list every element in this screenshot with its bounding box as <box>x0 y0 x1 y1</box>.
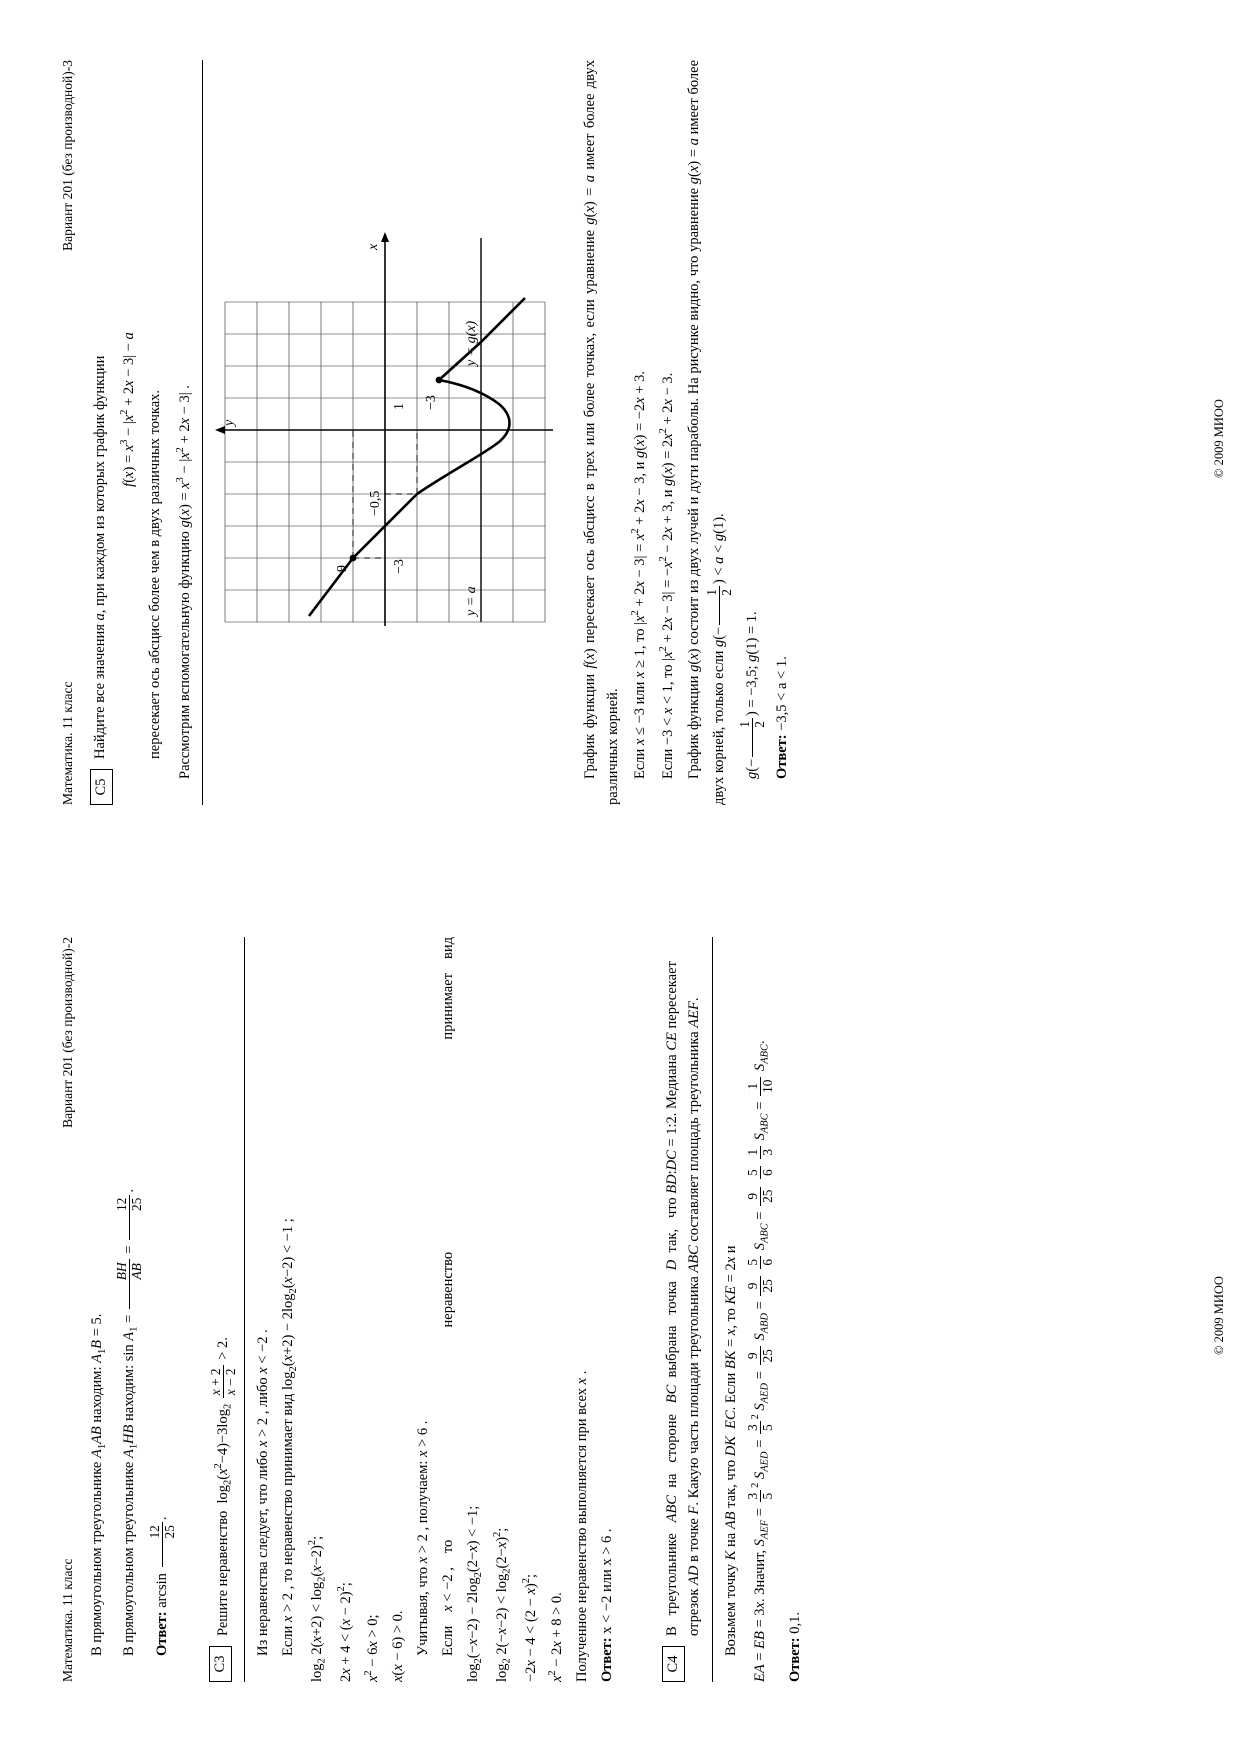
tick-label-minus3-x: −3 <box>392 559 408 575</box>
c5-line-4: График функции g(x) состоит из двух лучей и дуги параболы. На рисунке видно, что уравнение g(x) = a имеет более двух корней, только если g(− 1 2 ) < a < g(1). <box>685 60 735 805</box>
point-marker-b <box>436 377 443 384</box>
tick-label-9: 9 <box>335 565 351 573</box>
footer-left: © 2009 МИОО <box>1212 1276 1226 1355</box>
c3-line-9: $\log_2(-x-2) - 2\log_2(2-x) < -1$; <box>464 1505 484 1682</box>
task-c5-formula: $f(x) = x^3 - |x^2 + 2x - 3| - a$ <box>118 332 137 487</box>
graph-axes <box>215 233 553 627</box>
task-c5-solution <box>579 60 793 805</box>
intro-line-2: В прямоугольном треугольнике $A_1HB$ находим: $\sin A_1$ = BH AB = 12 25 . <box>114 1189 145 1656</box>
header-subject: Математика. 11 класс <box>60 1558 75 1682</box>
c3-line-7: Учитывая, что x > 2 , получаем: x > 6 . <box>414 1420 431 1656</box>
answer-label-intro: Ответ: <box>153 1611 170 1656</box>
c5-line-5: g(− 1 2 ) = −3,5; g(1) = 1. <box>737 611 768 779</box>
divider-c3 <box>244 937 245 1682</box>
task-title-c3: Решите неравенство $\log_2(x^2-4)-3\log_2$ x + 2 x − 2 > 2. <box>208 1337 239 1636</box>
tick-label-1: 1 <box>392 403 408 411</box>
intro-line-1: В прямоугольном треугольнике $A_1AB$ находим: $A_1B = 5$. <box>89 1313 108 1656</box>
page-left-intro <box>86 937 177 1682</box>
header-variant: Вариант 201 (без производной)-2 <box>60 937 75 1128</box>
task-number-c3: C3 <box>209 1646 232 1682</box>
c3-line-11: $-2x - 4 < (2 - x)^2$; <box>520 1573 539 1682</box>
task-number-c5: C5 <box>90 769 113 805</box>
task-c5-consider <box>173 60 196 805</box>
curve-ray-right <box>439 299 525 381</box>
answer-value-c4: 0,1. <box>786 1612 803 1634</box>
c3-line-4: $2x + 4 < (x - 2)^2$; <box>335 1582 354 1682</box>
c3-line-2: Если x > 2 , то неравенство принимает вид $\log_2(x+2) - 2\log_2(x-2) < -1$ ; <box>280 1218 299 1656</box>
c3-line-8: Если x < −2 , то неравенство принимает вид <box>439 937 456 1656</box>
page-left <box>0 877 1239 1754</box>
c4-answer <box>785 937 806 1682</box>
c3-line-3: $\log_2 2(x+2) < \log_2(x-2)^2$; <box>307 1535 328 1682</box>
label-y-equals-gx: y = g(x) <box>464 321 480 367</box>
page-left-header <box>60 937 76 1682</box>
task-c3-solution <box>253 937 618 1682</box>
c4-line-1: Возьмем точку K на AB так, что DK EC. Если BK = x, то KE = 2x и <box>722 1245 739 1656</box>
task-title-c5: Найдите все значения a, при каждом из которых график функции $f(x) = x^3 - |x^2 + 2x - 3| - a$ пересекает ось абсцисс более чем в двух различных точках. <box>90 60 167 759</box>
divider-c5 <box>202 60 203 805</box>
task-number-c4: C4 <box>662 1646 685 1682</box>
tick-label-minus3-y: −3 <box>424 395 440 411</box>
answer-value-c3: x < −2 или x > 6 . <box>599 1528 616 1634</box>
c5-consider-line: Рассмотрим вспомогательную функцию $g(x) = x^3 - |x^2 + 2x - 3|$ . <box>175 385 193 779</box>
c3-answer <box>597 937 618 1682</box>
c3-line-10: $\log_2 2(-x-2) < \log_2(2-x)^2$; <box>491 1527 513 1682</box>
answer-value-c5: −3,5 < a < 1. <box>774 656 791 731</box>
c3-line-6: x(x − 6) > 0. <box>389 1610 406 1682</box>
header-variant-right: Вариант 201 (без производной)-3 <box>60 60 75 251</box>
c3-line-13: Полученное неравенство выполняется при всех x . <box>574 1370 591 1682</box>
tick-label-minus05: −0,5 <box>368 491 384 517</box>
answer-label-c3: Ответ: <box>599 1637 616 1682</box>
c3-line-1: Из неравенства следует, что либо x > 2 , либо x < −2 . <box>255 1329 272 1656</box>
footer-right: © 2009 МИОО <box>1212 399 1226 478</box>
page-right-header <box>60 60 76 805</box>
c3-line-5: $x^2 - 6x > 0$; <box>362 1614 381 1682</box>
curve-ray-left <box>309 495 417 617</box>
axis-label-y: y <box>222 420 238 427</box>
c5-line-3: Если −3 < x < 1, то $|x^2 + 2x - 3| = -x^2 - 2x + 3$, и $g(x) = 2x^2 + 2x - 3$. <box>657 372 676 779</box>
c4-line-2: EA = EB = 3x. Значит, $S_{AEF}$ = 3 5 $^2$ $S_{AED}$ = 3 5 $^2$ $S_{AED}$ = 9 25 $S_{ABD}$ = 9 25 5 6 $S_{ABC}$ = 9 25 5 6 1 3 $S_{ABC}$ = 1 10 $S_{ABC}$. <box>744 1040 775 1682</box>
task-title-c4: В треугольнике ABC на стороне BC выбрана точка D так, что BD:DC = 1:2. Медиана CE пересекает отрезок AD в точке F. Какую часть площади треугольника ABC составляет площадь треугольника AEF. <box>664 961 702 1636</box>
task-c4-solution <box>721 937 806 1682</box>
task-c3-head <box>209 937 238 1682</box>
label-y-equals-a: y = a <box>464 586 480 617</box>
intro-answer: Ответ: arcsin 12 25 . <box>147 1516 178 1656</box>
c3-line-12: $x^2 - 2x + 8 > 0$. <box>547 1592 566 1682</box>
divider-c4 <box>712 937 713 1682</box>
point-marker-a <box>350 555 357 562</box>
axis-label-x: x <box>366 244 382 251</box>
figure-graph-gx <box>213 223 565 643</box>
c5-line-1: График функции f(x) пересекает ось абсцисс в трех или более точках, если уравнение g(x) = a имеет более двух различных корней. <box>582 60 621 805</box>
c5-line-2: Если x ≤ −3 или x ≥ 1, то $|x^2 + 2x - 3| = x^2 + 2x - 3$, и g(x) = −2x + 3. <box>630 371 649 779</box>
answer-label-c4: Ответ: <box>786 1637 803 1682</box>
header-subject-right: Математика. 11 класс <box>60 681 75 805</box>
task-c5-head <box>90 60 167 805</box>
graph-svg <box>213 223 565 643</box>
answer-label-c5: Ответ: <box>774 734 791 779</box>
c5-answer <box>771 60 793 805</box>
task-c4-head <box>662 937 706 1682</box>
